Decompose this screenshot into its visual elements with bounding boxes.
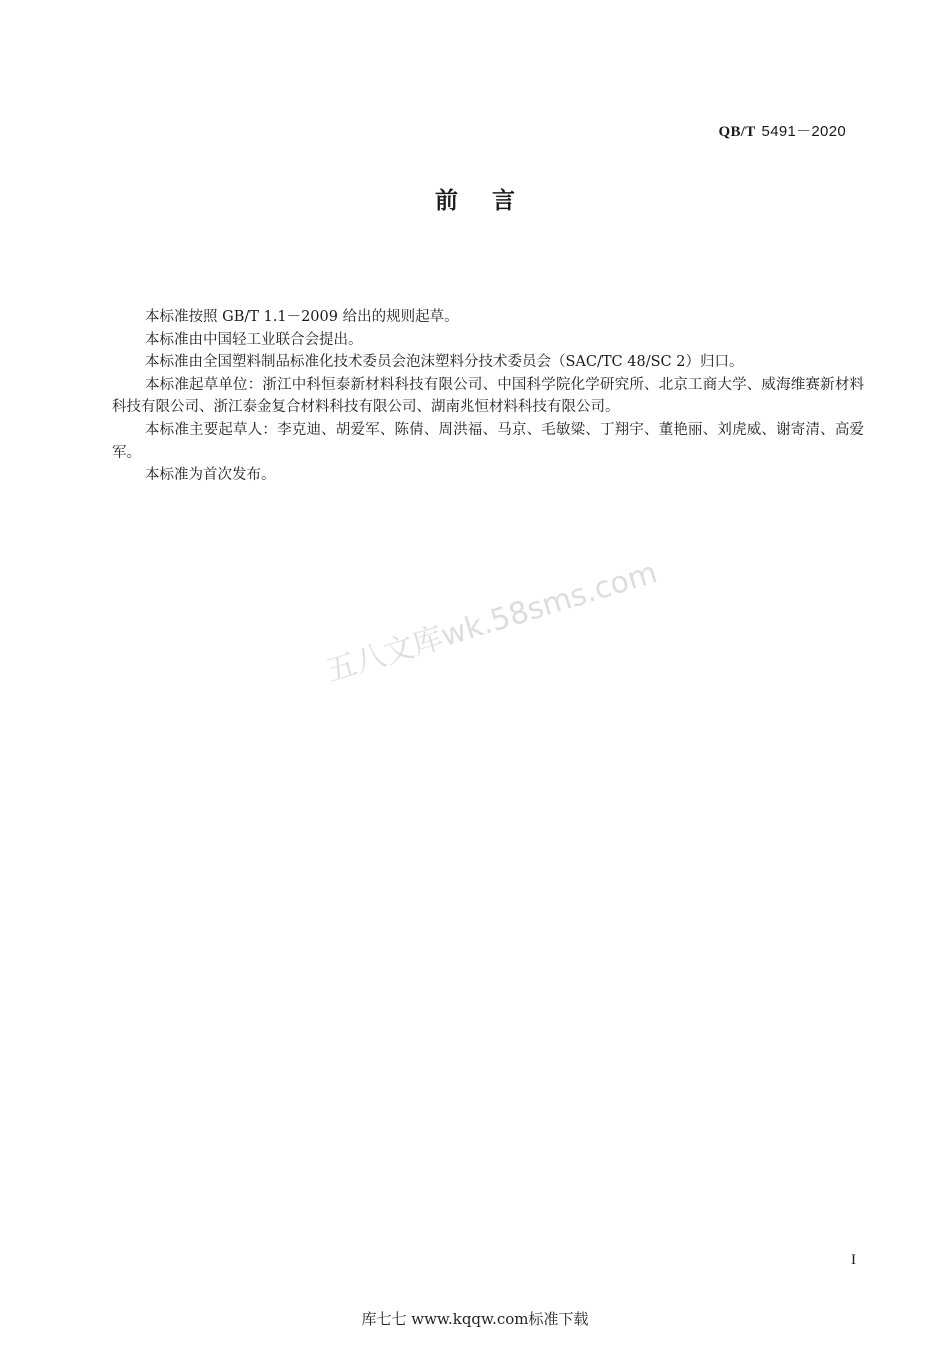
paragraph-drafting-units: 本标准起草单位：浙江中科恒泰新材料科技有限公司、中国科学院化学研究所、北京工商大学、威海维赛新材料科技有限公司、浙江泰金复合材料科技有限公司、湖南兆恒材料科技有限公司。 — [112, 376, 864, 416]
page-title: 前言 — [435, 188, 549, 214]
standard-code — [719, 120, 847, 141]
paragraph-proposed-by: 本标准由中国轻工业联合会提出。 — [145, 331, 363, 348]
page-number: I — [851, 1252, 856, 1268]
paragraph-drafters: 本标准主要起草人：李克迪、胡爱军、陈倩、周洪福、马京、毛敏粱、丁翔宇、董艳丽、刘虎威、谢寄清、高爱军。 — [112, 421, 864, 461]
paragraph-first-release: 本标准为首次发布。 — [145, 467, 276, 484]
foreword-body — [112, 306, 864, 487]
paragraph-technical-committee: 本标准由全国塑料制品标准化技术委员会泡沫塑料分技术委员会（SAC/TC 48/SC 2）归口。 — [145, 354, 744, 371]
paragraph-drafting-rules: 本标准按照 GB/T 1.1－2009 给出的规则起草。 — [145, 309, 459, 325]
footer-text: 库七七 www.kqqw.com标准下载 — [361, 1310, 589, 1328]
watermark: 五八文库wk.58sms.com — [322, 555, 662, 690]
standard-code-prefix: QB/T — [718, 124, 756, 140]
standard-code-number: 5491－2020 — [761, 123, 846, 140]
